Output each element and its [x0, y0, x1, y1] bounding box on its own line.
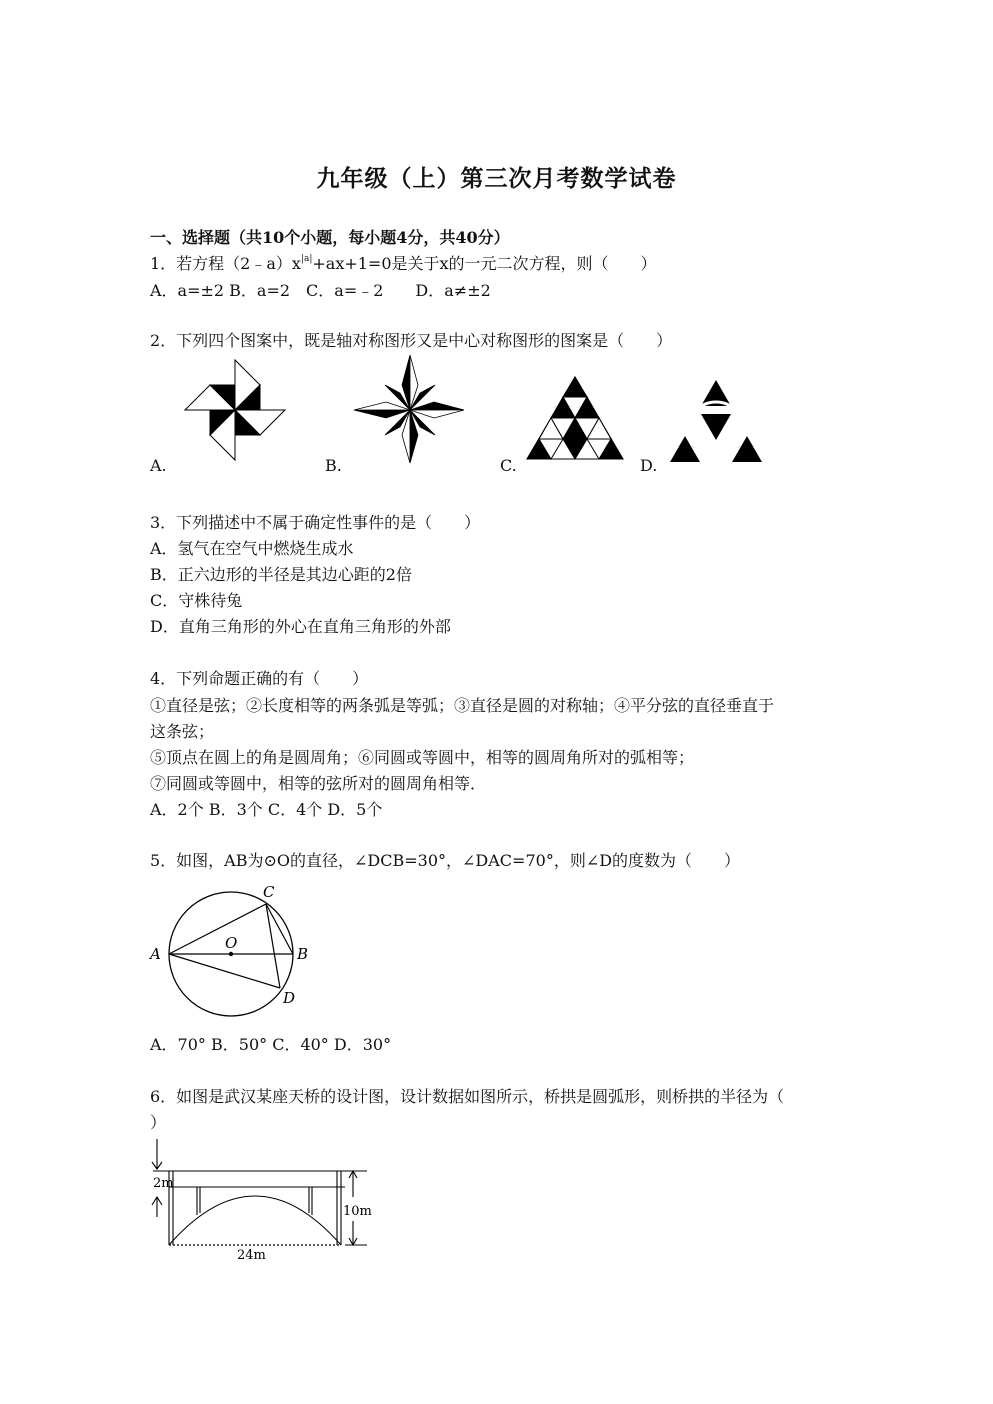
figure-bridge-design	[145, 1135, 385, 1265]
question-4-line-3: ⑤顶点在圆上的角是圆周角；⑥同圆或等圆中，相等的圆周角所对的弧相等；	[150, 748, 695, 767]
figure-label-a: A.	[150, 456, 167, 475]
question-3-stem: 3．下列描述中不属于确定性事件的是（ ）	[150, 513, 481, 532]
question-3-option-a: A．氢气在空气中燃烧生成水	[150, 539, 354, 558]
bridge-top-label: 2m	[153, 1176, 174, 1191]
question-4-line-1: ①直径是弦；②长度相等的两条弧是等弧；③直径是圆的对称轴；④平分弦的直径垂直于	[150, 696, 775, 715]
question-1-stem	[150, 254, 657, 274]
question-2-stem: 2．下列四个图案中，既是轴对称图形又是中心对称图形的图案是（ ）	[150, 331, 673, 350]
figure-circle-triangles	[668, 378, 764, 464]
question-4-line-2: 这条弦；	[150, 722, 215, 741]
question-3-option-c: C．守株待兔	[150, 591, 243, 610]
point-label-o: O	[225, 934, 238, 952]
question-6-stem: 6．如图是武汉某座天桥的设计图，设计数据如图所示，桥拱是圆弧形，则桥拱的半径为（	[150, 1087, 785, 1106]
q1-exponent: |a|	[300, 254, 313, 264]
q1-prefix: 1．若方程（2﹣a）x	[150, 254, 301, 273]
figure-circle-geometry	[145, 880, 315, 1020]
question-3-option-d: D．直角三角形的外心在直角三角形的外部	[150, 617, 451, 636]
bridge-height-label: 10m	[343, 1204, 372, 1219]
question-4-options: A．2个 B．3个 C．4个 D．5个	[150, 800, 383, 819]
page-title: 九年级（上）第三次月考数学试卷	[316, 165, 677, 192]
figure-label-b: B.	[325, 456, 342, 475]
q1-suffix: +ax+1=0是关于x的一元二次方程，则（ ）	[312, 254, 657, 273]
figure-triangle-pattern	[525, 375, 625, 465]
point-label-a: A	[150, 945, 161, 963]
figure-label-d: D.	[640, 456, 658, 475]
question-3-option-b: B．正六边形的半径是其边心距的2倍	[150, 565, 412, 584]
question-1-options: A．a=±2 B．a=2 C．a=﹣2 D．a≠±2	[150, 281, 491, 300]
question-5-options: A．70° B．50° C．40° D．30°	[150, 1035, 392, 1054]
figure-compass-star	[350, 355, 470, 465]
point-label-b: B	[297, 945, 309, 963]
question-5-stem: 5．如图，AB为⊙O的直径，∠DCB=30°，∠DAC=70°，则∠D的度数为（ ）	[150, 851, 741, 870]
section-heading: 一、选择题（共10个小题，每小题4分，共40分）	[150, 228, 510, 247]
bridge-width-label: 24m	[237, 1248, 266, 1263]
point-label-d: D	[283, 989, 296, 1007]
point-label-c: C	[263, 883, 275, 901]
question-4-line-4: ⑦同圆或等圆中，相等的弦所对的圆周角相等．	[150, 774, 487, 793]
figure-label-c: C.	[500, 456, 517, 475]
figure-pinwheel	[180, 355, 300, 465]
question-4-stem: 4．下列命题正确的有（ ）	[150, 669, 369, 688]
question-6-stem-end: ）	[150, 1113, 167, 1132]
